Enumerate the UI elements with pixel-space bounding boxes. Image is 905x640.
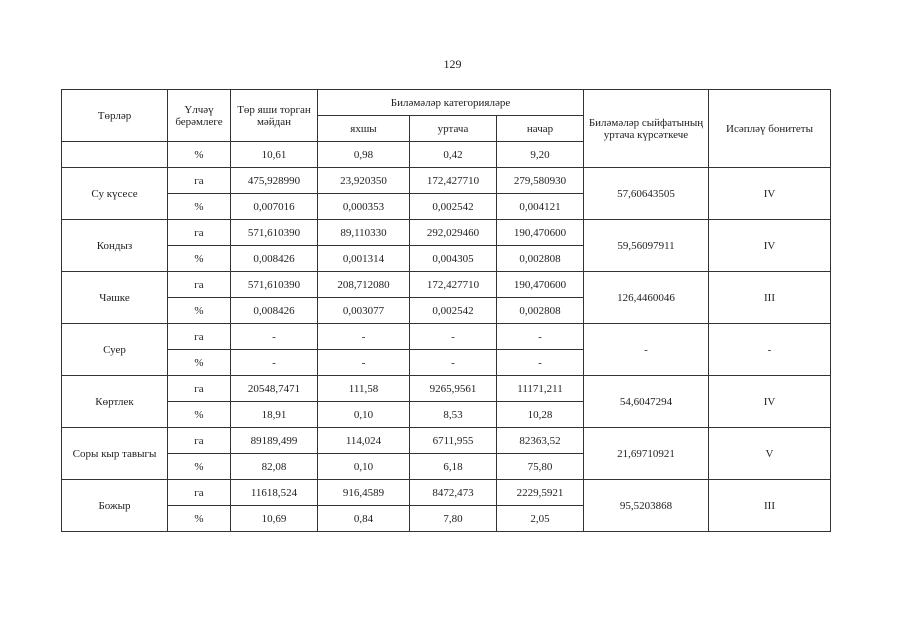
good-ha: - xyxy=(318,324,410,350)
total-ha: 571,610390 xyxy=(231,220,318,246)
poor-pct: 2,05 xyxy=(497,506,584,532)
percent-total: 10,61 xyxy=(231,142,318,168)
unit-ha: га xyxy=(168,428,231,454)
empty-cell xyxy=(62,142,168,168)
unit-pct: % xyxy=(168,350,231,376)
total-pct: 0,008426 xyxy=(231,246,318,272)
unit-ha: га xyxy=(168,324,231,350)
poor-ha: 2229,5921 xyxy=(497,480,584,506)
poor-pct: 10,28 xyxy=(497,402,584,428)
total-pct: 0,008426 xyxy=(231,298,318,324)
unit-pct: % xyxy=(168,246,231,272)
bonitet: IV xyxy=(709,220,831,272)
avg-indicator: 57,60643505 xyxy=(584,168,709,220)
species-name: Божыр xyxy=(62,480,168,532)
medium-pct: 0,002542 xyxy=(410,194,497,220)
medium-pct: 0,002542 xyxy=(410,298,497,324)
poor-ha: 11171,211 xyxy=(497,376,584,402)
total-pct: 10,69 xyxy=(231,506,318,532)
header-total-area: Төр яши торган мәйдан xyxy=(231,90,318,142)
species-name: Кондыз xyxy=(62,220,168,272)
percent-unit: % xyxy=(168,142,231,168)
total-ha: 11618,524 xyxy=(231,480,318,506)
unit-ha: га xyxy=(168,480,231,506)
header-types: Төрләр xyxy=(62,90,168,142)
avg-indicator: 21,69710921 xyxy=(584,428,709,480)
total-ha: 571,610390 xyxy=(231,272,318,298)
bonitet: III xyxy=(709,272,831,324)
poor-pct: - xyxy=(497,350,584,376)
good-ha: 23,920350 xyxy=(318,168,410,194)
good-ha: 916,4589 xyxy=(318,480,410,506)
medium-ha: - xyxy=(410,324,497,350)
good-pct: 0,003077 xyxy=(318,298,410,324)
total-pct: 82,08 xyxy=(231,454,318,480)
good-ha: 89,110330 xyxy=(318,220,410,246)
avg-indicator: 95,5203868 xyxy=(584,480,709,532)
header-medium: уртача xyxy=(410,116,497,142)
poor-ha: 190,470600 xyxy=(497,272,584,298)
bonitet: - xyxy=(709,324,831,376)
unit-pct: % xyxy=(168,506,231,532)
good-ha: 111,58 xyxy=(318,376,410,402)
medium-pct: 0,004305 xyxy=(410,246,497,272)
poor-pct: 0,002808 xyxy=(497,246,584,272)
good-pct: 0,10 xyxy=(318,402,410,428)
header-bonitet: Исәпләү бонитеты xyxy=(709,90,831,168)
medium-ha: 292,029460 xyxy=(410,220,497,246)
medium-ha: 6711,955 xyxy=(410,428,497,454)
medium-ha: 8472,473 xyxy=(410,480,497,506)
percent-medium: 0,42 xyxy=(410,142,497,168)
good-pct: 0,000353 xyxy=(318,194,410,220)
total-ha: 20548,7471 xyxy=(231,376,318,402)
bonitet-table xyxy=(61,89,831,532)
good-pct: 0,10 xyxy=(318,454,410,480)
total-pct: 18,91 xyxy=(231,402,318,428)
header-good: яхшы xyxy=(318,116,410,142)
avg-indicator: 54,6047294 xyxy=(584,376,709,428)
percent-poor: 9,20 xyxy=(497,142,584,168)
header-unit: Үлчәү берәмлеге xyxy=(168,90,231,142)
unit-ha: га xyxy=(168,376,231,402)
species-name: Су күсесе xyxy=(62,168,168,220)
medium-pct: 8,53 xyxy=(410,402,497,428)
header-poor: начар xyxy=(497,116,584,142)
avg-indicator: 126,4460046 xyxy=(584,272,709,324)
total-pct: 0,007016 xyxy=(231,194,318,220)
good-pct: 0,001314 xyxy=(318,246,410,272)
species-name: Соры кыр тавыгы xyxy=(62,428,168,480)
avg-indicator: 59,56097911 xyxy=(584,220,709,272)
header-avg-indicator: Биләмәләр сыйфатының уртача күрсәткече xyxy=(584,90,709,168)
bonitet: V xyxy=(709,428,831,480)
good-ha: 208,712080 xyxy=(318,272,410,298)
medium-pct: - xyxy=(410,350,497,376)
total-ha: - xyxy=(231,324,318,350)
poor-ha: 82363,52 xyxy=(497,428,584,454)
poor-pct: 75,80 xyxy=(497,454,584,480)
unit-pct: % xyxy=(168,298,231,324)
unit-pct: % xyxy=(168,194,231,220)
medium-ha: 172,427710 xyxy=(410,272,497,298)
poor-pct: 0,004121 xyxy=(497,194,584,220)
poor-ha: 190,470600 xyxy=(497,220,584,246)
bonitet: IV xyxy=(709,376,831,428)
unit-ha: га xyxy=(168,168,231,194)
good-ha: 114,024 xyxy=(318,428,410,454)
total-ha: 89189,499 xyxy=(231,428,318,454)
medium-ha: 172,427710 xyxy=(410,168,497,194)
total-pct: - xyxy=(231,350,318,376)
unit-ha: га xyxy=(168,220,231,246)
unit-pct: % xyxy=(168,402,231,428)
percent-good: 0,98 xyxy=(318,142,410,168)
good-pct: - xyxy=(318,350,410,376)
poor-pct: 0,002808 xyxy=(497,298,584,324)
avg-indicator: - xyxy=(584,324,709,376)
species-name: Чәшке xyxy=(62,272,168,324)
total-ha: 475,928990 xyxy=(231,168,318,194)
unit-pct: % xyxy=(168,454,231,480)
unit-ha: га xyxy=(168,272,231,298)
medium-pct: 7,80 xyxy=(410,506,497,532)
bonitet: IV xyxy=(709,168,831,220)
poor-ha: 279,580930 xyxy=(497,168,584,194)
medium-ha: 9265,9561 xyxy=(410,376,497,402)
species-name: Суер xyxy=(62,324,168,376)
poor-ha: - xyxy=(497,324,584,350)
header-knowledge-categories: Биләмәләр категорияләре xyxy=(318,90,584,116)
species-name: Көртлек xyxy=(62,376,168,428)
good-pct: 0,84 xyxy=(318,506,410,532)
bonitet: III xyxy=(709,480,831,532)
medium-pct: 6,18 xyxy=(410,454,497,480)
page-number: 129 xyxy=(443,57,462,71)
